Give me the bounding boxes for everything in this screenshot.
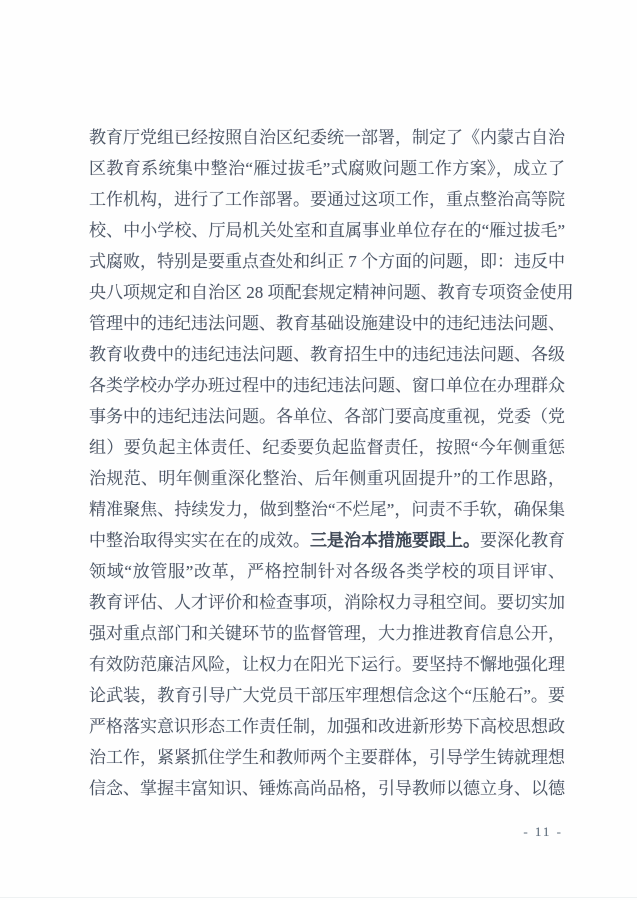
text-line-with-heading	[89, 525, 565, 556]
text-line: 论武装，教育引导广大党员干部压牢理想信念这个“压舱石”。要	[89, 686, 565, 705]
text-line: 有效防范廉洁风险，让权力在阳光下运行。要坚持不懈地强化理	[89, 655, 565, 674]
text-line: 治工作，紧紧抓住学生和教师两个主要群体，引导学生铸就理想	[89, 748, 565, 767]
text-segment: 中整治取得实实在在的成效。	[89, 531, 310, 550]
text-line: 严格落实意识形态工作责任制，加强和改进新形势下高校思想政	[89, 717, 565, 736]
text-segment: 要深化教育	[480, 531, 565, 550]
inline-bold-heading: 三是治本措施要跟上。	[310, 531, 480, 550]
page-number: - 11 -	[523, 824, 563, 839]
text-line: 教育厅党组已经按照自治区纪委统一部署，制定了《内蒙古自治	[89, 128, 565, 147]
text-line: 组）要负起主体责任、纪委要负起监督责任，按照“今年侧重惩	[89, 438, 565, 457]
page-edge-shadow	[0, 897, 637, 898]
text-line: 强对重点部门和关键环节的监督管理，大力推进教育信息公开，	[89, 624, 565, 643]
text-line: 治规范、明年侧重深化整治、后年侧重巩固提升”的工作思路，	[89, 469, 565, 488]
text-line: 校、中小学校、厅局机关处室和直属事业单位存在的“雁过拔毛”	[89, 221, 565, 240]
text-line: 领域“放管服”改革，严格控制针对各级各类学校的项目评审、	[89, 562, 565, 581]
body-text	[89, 122, 574, 804]
text-line: 工作机构，进行了工作部署。要通过这项工作，重点整治高等院	[89, 190, 565, 209]
text-line: 精准聚焦、持续发力，做到整治“不烂尾”，问责不手软，确保集	[89, 500, 565, 519]
text-line: 各类学校办学办班过程中的违纪违法问题、窗口单位在办理群众	[89, 376, 565, 395]
text-line: 教育收费中的违纪违法问题、教育招生中的违纪违法问题、各级	[89, 345, 565, 364]
text-line: 事务中的违纪违法问题。各单位、各部门要高度重视，党委（党	[89, 407, 565, 426]
text-line: 教育评估、人才评价和检查事项，消除权力寻租空间。要切实加	[89, 593, 565, 612]
text-line: 央八项规定和自治区 28 项配套规定精神问题、教育专项资金使用	[89, 283, 574, 302]
text-line: 信念、掌握丰富知识、锤炼高尚品格，引导教师以德立身、以德	[89, 779, 565, 798]
text-line: 区教育系统集中整治“雁过拔毛”式腐败问题工作方案》，成立了	[89, 159, 565, 178]
text-line: 管理中的违纪违法问题、教育基础设施建设中的违纪违法问题、	[89, 314, 565, 333]
text-line: 式腐败，特别是要重点查处和纠正 7 个方面的问题，即：违反中	[89, 252, 565, 271]
